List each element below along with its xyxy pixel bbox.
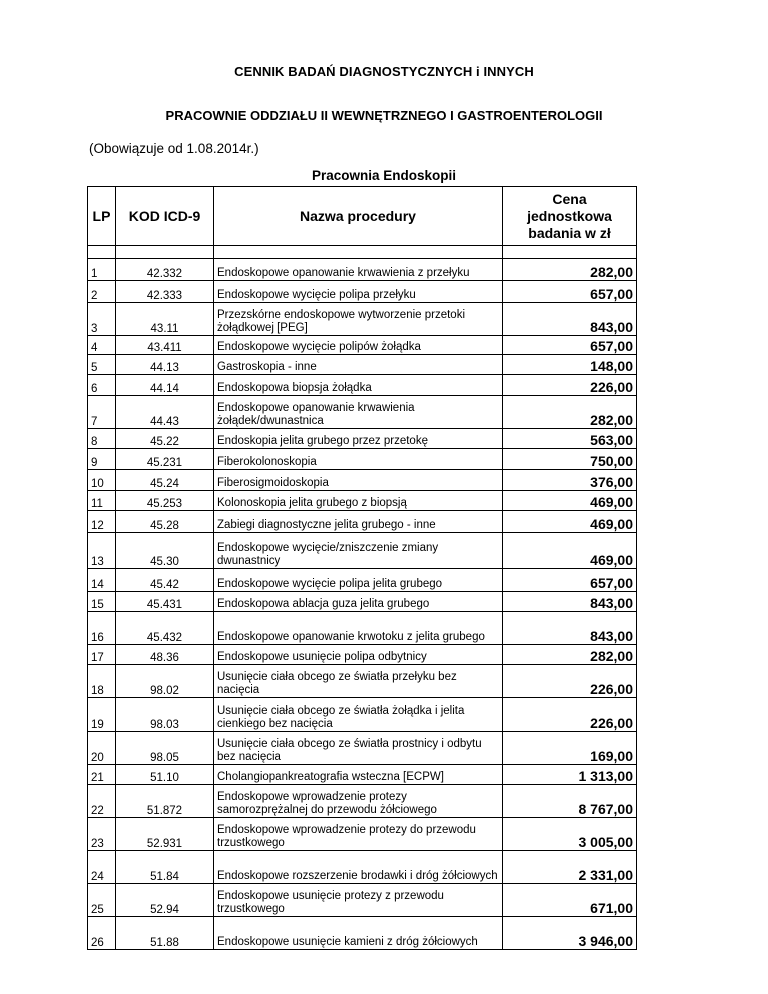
column-header-name: Nazwa procedury bbox=[214, 187, 503, 246]
cell-lp: 6 bbox=[88, 375, 116, 396]
cell-procedure-name: Przezskórne endoskopowe wytworzenie przetoki żołądkowej [PEG] bbox=[214, 303, 503, 336]
table-row bbox=[88, 785, 637, 818]
cell-price: 282,00 bbox=[503, 396, 637, 429]
cell-code: 45.24 bbox=[116, 470, 214, 491]
table-row bbox=[88, 851, 637, 884]
column-header-lp: LP bbox=[88, 187, 116, 246]
cell-lp: 26 bbox=[88, 917, 116, 950]
document-subtitle: PRACOWNIE ODDZIAŁU II WEWNĘTRZNEGO I GASTROENTEROLOGII bbox=[165, 108, 603, 123]
table-row bbox=[88, 281, 637, 303]
cell-procedure-name: Endoskopowa biopsja żołądka bbox=[214, 375, 503, 396]
price-header-line1: Cena bbox=[552, 190, 587, 207]
document-title: CENNIK BADAŃ DIAGNOSTYCZNYCH i INNYCH bbox=[234, 64, 534, 79]
cell-lp: 21 bbox=[88, 765, 116, 785]
table-row bbox=[88, 470, 637, 491]
table-row bbox=[88, 511, 637, 533]
column-header-code: KOD ICD-9 bbox=[116, 187, 214, 246]
cell-lp: 17 bbox=[88, 645, 116, 665]
cell-lp: 15 bbox=[88, 592, 116, 612]
cell-lp: 19 bbox=[88, 698, 116, 732]
cell-code: 42.333 bbox=[116, 281, 214, 303]
table-row bbox=[88, 592, 637, 612]
table-row bbox=[88, 303, 637, 336]
table-row bbox=[88, 612, 637, 645]
cell-code: 45.28 bbox=[116, 511, 214, 533]
cell-code: 43.11 bbox=[116, 303, 214, 336]
table-row bbox=[88, 355, 637, 375]
cell-procedure-name: Endoskopowa ablacja guza jelita grubego bbox=[214, 592, 503, 612]
cell-code: 48.36 bbox=[116, 645, 214, 665]
cell-lp: 13 bbox=[88, 533, 116, 569]
cell-price: 469,00 bbox=[503, 511, 637, 533]
cell-code: 52.94 bbox=[116, 884, 214, 917]
cell-price: 657,00 bbox=[503, 281, 637, 303]
cell-procedure-name: Fiberokolonoskopia bbox=[214, 449, 503, 470]
cell-price: 376,00 bbox=[503, 470, 637, 491]
cell-price: 226,00 bbox=[503, 665, 637, 698]
table-row bbox=[88, 818, 637, 851]
cell-lp: 9 bbox=[88, 449, 116, 470]
cell-procedure-name: Usunięcie ciała obcego ze światła przełyku bez nacięcia bbox=[214, 665, 503, 698]
cell-code: 45.431 bbox=[116, 592, 214, 612]
table-row bbox=[88, 429, 637, 449]
table-row bbox=[88, 533, 637, 569]
cell-procedure-name: Endoskopowe usunięcie polipa odbytnicy bbox=[214, 645, 503, 665]
cell-code: 51.88 bbox=[116, 917, 214, 950]
cell-price: 3 005,00 bbox=[503, 818, 637, 851]
column-header-price bbox=[503, 187, 637, 246]
table-row bbox=[88, 765, 637, 785]
table-row bbox=[88, 259, 637, 281]
cell-procedure-name: Endoskopowe rozszerzenie brodawki i dróg żółciowych bbox=[214, 851, 503, 884]
cell-code: 45.22 bbox=[116, 429, 214, 449]
cell-lp: 12 bbox=[88, 511, 116, 533]
cell-lp: 14 bbox=[88, 569, 116, 592]
table-row bbox=[88, 698, 637, 732]
cell-price: 657,00 bbox=[503, 569, 637, 592]
cell-procedure-name: Endoskopowe wycięcie polipa przełyku bbox=[214, 281, 503, 303]
table-header-row bbox=[88, 187, 637, 246]
cell-procedure-name: Usunięcie ciała obcego ze światła żołądka i jelita cienkiego bez nacięcia bbox=[214, 698, 503, 732]
cell-code: 51.84 bbox=[116, 851, 214, 884]
cell-code: 45.231 bbox=[116, 449, 214, 470]
table-row bbox=[88, 645, 637, 665]
cell-procedure-name: Fiberosigmoidoskopia bbox=[214, 470, 503, 491]
cell-price: 282,00 bbox=[503, 645, 637, 665]
cell-code: 98.05 bbox=[116, 732, 214, 765]
table-row bbox=[88, 396, 637, 429]
cell-price: 169,00 bbox=[503, 732, 637, 765]
cell-procedure-name: Endoskopowe opanowanie krwawienia z przełyku bbox=[214, 259, 503, 281]
table-row bbox=[88, 491, 637, 511]
table-row bbox=[88, 375, 637, 396]
cell-price: 282,00 bbox=[503, 259, 637, 281]
valid-from-note: (Obowiązuje od 1.08.2014r.) bbox=[89, 141, 259, 156]
cell-code: 44.13 bbox=[116, 355, 214, 375]
cell-lp: 25 bbox=[88, 884, 116, 917]
price-header-line3: badania w zł bbox=[528, 224, 611, 241]
cell-price: 2 331,00 bbox=[503, 851, 637, 884]
cell-procedure-name: Endoskopowe usunięcie protezy z przewodu trzustkowego bbox=[214, 884, 503, 917]
cell-procedure-name: Endoskopowe usunięcie kamieni z dróg żółciowych bbox=[214, 917, 503, 950]
cell-lp: 18 bbox=[88, 665, 116, 698]
cell-code: 51.872 bbox=[116, 785, 214, 818]
cell-code: 44.43 bbox=[116, 396, 214, 429]
table-row bbox=[88, 917, 637, 950]
cell-code: 42.332 bbox=[116, 259, 214, 281]
cell-price: 226,00 bbox=[503, 375, 637, 396]
spacer-row bbox=[88, 246, 637, 259]
price-header-line2: jednostkowa bbox=[527, 207, 612, 224]
cell-code: 98.03 bbox=[116, 698, 214, 732]
cell-lp: 23 bbox=[88, 818, 116, 851]
cell-lp: 2 bbox=[88, 281, 116, 303]
cell-lp: 7 bbox=[88, 396, 116, 429]
cell-procedure-name: Usunięcie ciała obcego ze światła prostnicy i odbytu bez nacięcia bbox=[214, 732, 503, 765]
cell-lp: 10 bbox=[88, 470, 116, 491]
cell-lp: 20 bbox=[88, 732, 116, 765]
price-table bbox=[87, 186, 637, 950]
cell-procedure-name: Endoskopowe wprowadzenie protezy samorozprężalnej do przewodu żółciowego bbox=[214, 785, 503, 818]
cell-price: 148,00 bbox=[503, 355, 637, 375]
cell-price: 843,00 bbox=[503, 592, 637, 612]
cell-lp: 5 bbox=[88, 355, 116, 375]
section-title: Pracownia Endoskopii bbox=[311, 168, 457, 183]
cell-price: 843,00 bbox=[503, 303, 637, 336]
table-row bbox=[88, 732, 637, 765]
cell-code: 98.02 bbox=[116, 665, 214, 698]
cell-code: 51.10 bbox=[116, 765, 214, 785]
cell-procedure-name: Zabiegi diagnostyczne jelita grubego - inne bbox=[214, 511, 503, 533]
cell-lp: 1 bbox=[88, 259, 116, 281]
cell-lp: 16 bbox=[88, 612, 116, 645]
cell-code: 45.253 bbox=[116, 491, 214, 511]
cell-price: 657,00 bbox=[503, 336, 637, 355]
table-row bbox=[88, 336, 637, 355]
cell-code: 45.30 bbox=[116, 533, 214, 569]
table-row bbox=[88, 665, 637, 698]
cell-code: 52.931 bbox=[116, 818, 214, 851]
cell-price: 671,00 bbox=[503, 884, 637, 917]
cell-lp: 22 bbox=[88, 785, 116, 818]
cell-procedure-name: Gastroskopia - inne bbox=[214, 355, 503, 375]
cell-price: 8 767,00 bbox=[503, 785, 637, 818]
cell-price: 1 313,00 bbox=[503, 765, 637, 785]
cell-procedure-name: Endoskopowe wycięcie polipów żołądka bbox=[214, 336, 503, 355]
table-row bbox=[88, 569, 637, 592]
cell-code: 45.432 bbox=[116, 612, 214, 645]
cell-price: 469,00 bbox=[503, 491, 637, 511]
cell-lp: 11 bbox=[88, 491, 116, 511]
cell-price: 469,00 bbox=[503, 533, 637, 569]
cell-code: 44.14 bbox=[116, 375, 214, 396]
cell-code: 43.411 bbox=[116, 336, 214, 355]
cell-procedure-name: Endoskopowe wprowadzenie protezy do przewodu trzustkowego bbox=[214, 818, 503, 851]
cell-procedure-name: Endoskopowe wycięcie/zniszczenie zmiany dwunastnicy bbox=[214, 533, 503, 569]
cell-lp: 24 bbox=[88, 851, 116, 884]
table-row bbox=[88, 884, 637, 917]
cell-price: 226,00 bbox=[503, 698, 637, 732]
cell-lp: 4 bbox=[88, 336, 116, 355]
cell-procedure-name: Endoskopowe opanowanie krwotoku z jelita grubego bbox=[214, 612, 503, 645]
cell-procedure-name: Endoskopowe opanowanie krwawienia żołądek/dwunastnica bbox=[214, 396, 503, 429]
cell-price: 563,00 bbox=[503, 429, 637, 449]
cell-procedure-name: Endoskopowe wycięcie polipa jelita grubego bbox=[214, 569, 503, 592]
cell-procedure-name: Cholangiopankreatografia wsteczna [ECPW] bbox=[214, 765, 503, 785]
cell-code: 45.42 bbox=[116, 569, 214, 592]
cell-price: 843,00 bbox=[503, 612, 637, 645]
cell-price: 750,00 bbox=[503, 449, 637, 470]
cell-price: 3 946,00 bbox=[503, 917, 637, 950]
cell-lp: 3 bbox=[88, 303, 116, 336]
table-row bbox=[88, 449, 637, 470]
cell-procedure-name: Endoskopia jelita grubego przez przetokę bbox=[214, 429, 503, 449]
cell-lp: 8 bbox=[88, 429, 116, 449]
cell-procedure-name: Kolonoskopia jelita grubego z biopsją bbox=[214, 491, 503, 511]
